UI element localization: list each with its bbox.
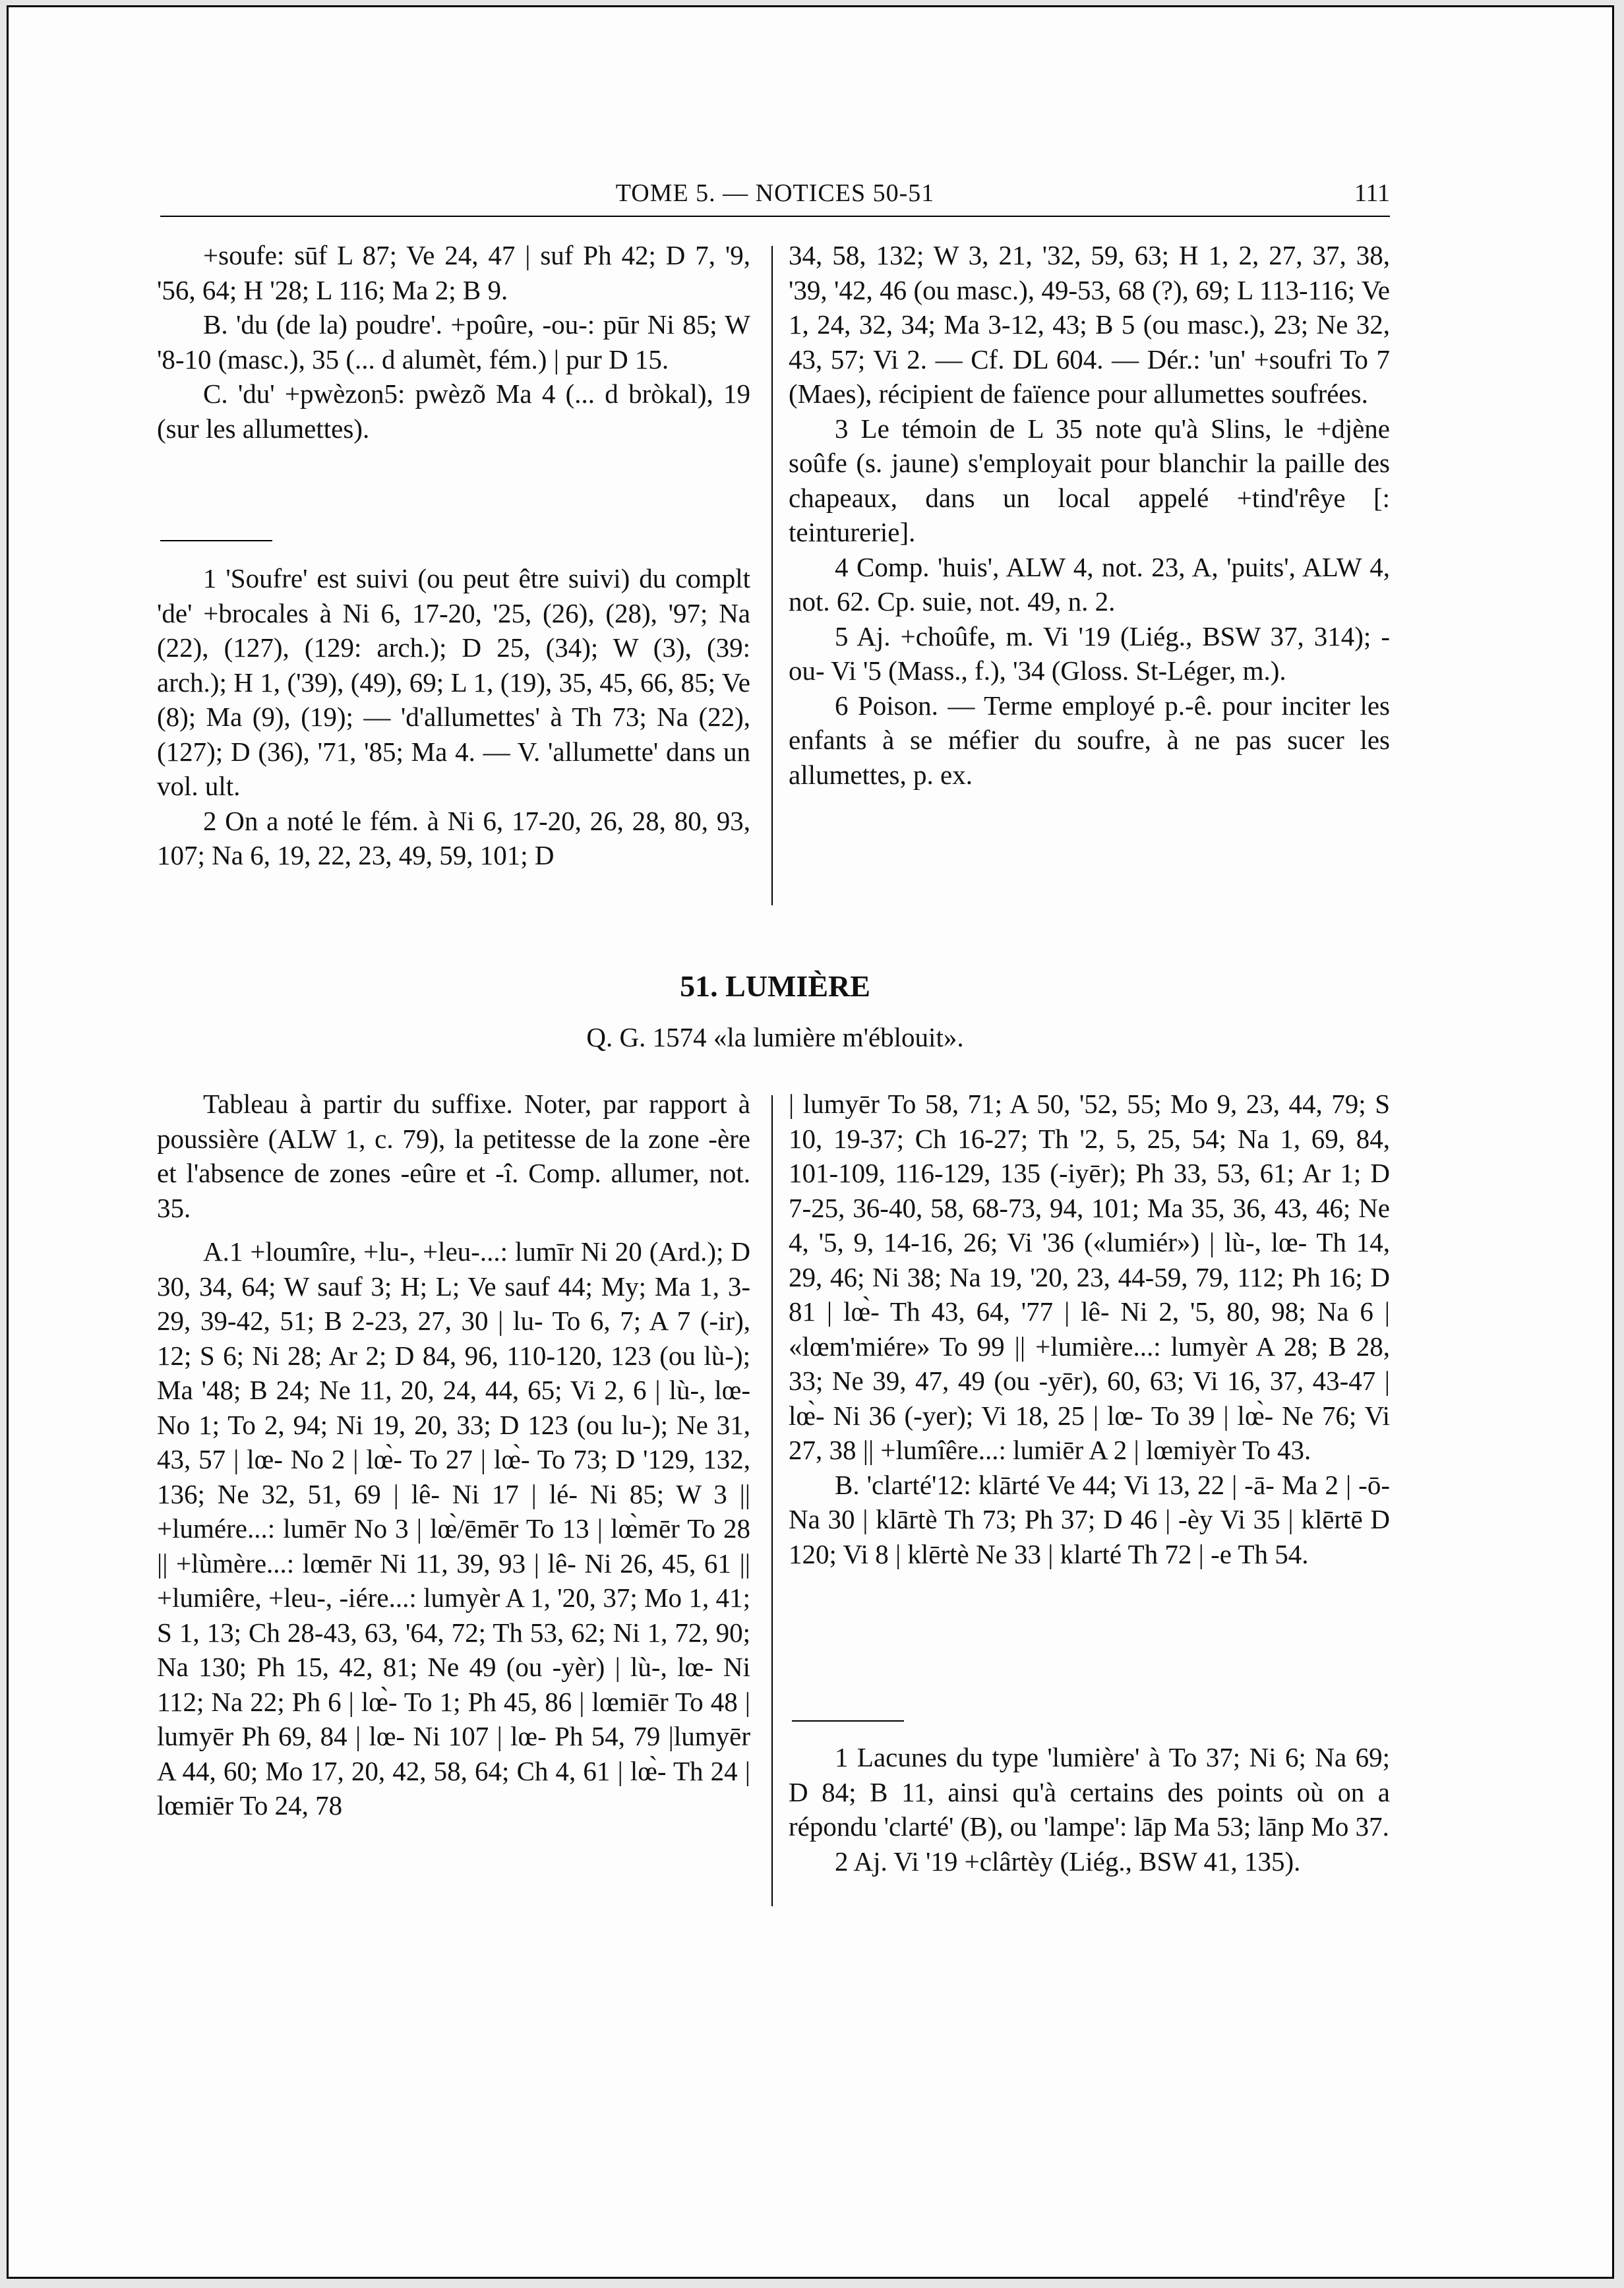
running-header [160, 173, 1390, 217]
running-title: TOME 5. — NOTICES 50-51 [615, 179, 935, 207]
upper-right-column [789, 238, 1390, 792]
paragraph-poudre: B. 'du (de la) poudre'. +poûre, -ou-: pūr Ni 85; W '8-10 (masc.), 35 (... d alumèt, fém.) | pur D 15. [157, 309, 750, 375]
footnote-3: 3 Le témoin de L 35 note qu'à Slins, le +djène soûfe (s. jaune) s'employait pour blanchir la paille des chapeaux, dans un local appelé +tind'rêye [: teinturerie]. [789, 413, 1390, 547]
page-number: 111 [1354, 179, 1390, 207]
paragraph-pwezon: C. 'du' +pwèzon5: pwèzõ Ma 4 (... d bròkal), 19 (sur les allumettes). [157, 378, 750, 444]
upper-left-footnotes [157, 561, 750, 873]
footnote-2: 2 On a noté le fém. à Ni 6, 17-20, 26, 28, 80, 93, 107; Na 6, 19, 22, 23, 49, 59, 101; D [157, 805, 750, 870]
column-divider-lower [771, 1095, 773, 1906]
footnote-6: 6 Poison. — Terme employé p.-ê. pour inciter les enfants à se méfier du soufre, à ne pas sucer les allumettes, p. ex. [789, 690, 1390, 790]
upper-left-column [157, 238, 750, 446]
page [7, 5, 1614, 2279]
footnote-5: 5 Aj. +choûfe, m. Vi '19 (Liég., BSW 37, 314); -ou- Vi '5 (Mass., f.), '34 (Gloss. St-Léger, m.). [789, 620, 1390, 686]
column-divider [771, 246, 773, 905]
footnote-lower-2: 2 Aj. Vi '19 +clârtèy (Liég., BSW 41, 135). [835, 1846, 1301, 1877]
footnote-1: 1 'Soufre' est suivi (ou peut être suivi) du complt 'de' +brocales à Ni 6, 17-20, '25, (26), (28), '97; Na (22), (127), (129: arch.); D 25, (34); W (3), (39: arch.); H 1, ('39), (49), 69; L 1, (19), 35, 45, 66, 85; Ve (8); Ma (9), (19); — 'd'allumettes' à Th 73; Na (22), (127); D (36), '71, '85; Ma 4. — V. 'allumette' dans un vol. ult. [157, 563, 750, 801]
type-a-paragraph: A.1 +loumîre, +lu-, +leu-...: lumīr Ni 20 (Ard.); D 30, 34, 64; W sauf 3; H; L; Ve sauf 44; My; Ma 1, 3-29, 39-42, 51; B 2-23, 27, 30 | lu- To 6, 7; A 7 (-ir), 12; S 6; Ni 28; Ar 2; D 84, 96, 110-120, 123 (ou lù-); Ma '48; B 24; Ne 11, 20, 24, 44, 65; Vi 2, 6 | lù-, lœ- No 1; To 2, 94; Ni 19, 20, 33; D 123 (ou lu-); Ne 31, 43, 57 | lœ- No 2 | lœ̀- To 27 | lœ̀- To 73; D '129, 132, 136; Ne 32, 51, 69 | lê- Ni 17 | lé- Ni 85; W 3 || +lumére...: lumēr No 3 | lœ̀/ēmēr To 13 | lœ̀mēr To 28 || +lùmère...: lœmēr Ni 11, 39, 93 | lê- Ni 26, 45, 61 || +lumiêre, +leu-, -iére...: lumyèr A 1, '20, 37; Mo 1, 41; S 1, 13; Ch 28-43, 63, '64, 72; Th 53, 62; Ni 1, 72, 90; Na 130; Ph 15, 42, 81; Ne 49 (ou -yèr) | lù-, lœ- Ni 112; Na 22; Ph 6 | lœ̀- To 1; Ph 45, 86 | lœmiēr To 48 | lumyēr Ph 69, 84 | lœ- Ni 107 | lœ- Ph 54, 79 |lumyēr A 44, 60; Mo 17, 20, 42, 58, 64; Ch 4, 61 | lœ̀- Th 24 | lœmiēr To 24, 78 [157, 1236, 750, 1821]
paragraph-soufe: +soufe: sūf L 87; Ve 24, 47 | suf Ph 42; D 7, '9, '56, 64; H '28; L 116; Ma 2; B 9. [157, 240, 750, 305]
footnote-4: 4 Comp. 'huis', ALW 4, not. 23, A, 'puits', ALW 4, not. 62. Cp. suie, not. 49, n. 2. [789, 551, 1390, 617]
footnote-separator [160, 540, 272, 541]
type-b-paragraph: B. 'clarté'12: klārté Ve 44; Vi 13, 22 | -ā- Ma 2 | -ō- Na 30 | klārtè Th 73; Ph 37; D 46 | -èy Vi 35 | klērtē D 120; Vi 8 | klērtè Ne 33 | klarté Th 72 | -e Th 54. [789, 1469, 1390, 1569]
paragraph-continuation: 34, 58, 132; W 3, 21, '32, 59, 63; H 1, 2, 27, 37, 38, '39, '42, 46 (ou masc.), 49-53, 68 (?), 69; L 113-116; Ve 1, 24, 32, 34; Ma 3-12, 43; B 5 (ou masc.), 23; Ne 32, 43, 57; Vi 2. — Cf. DL 604. — Dér.: 'un' +soufri To 7 (Maes), récipient de faïence pour allumettes soufrées. [789, 240, 1390, 409]
article-title: 51. LUMIÈRE [680, 969, 870, 1003]
footnote-separator-lower [792, 1720, 904, 1722]
type-a-continuation: | lumyēr To 58, 71; A 50, '52, 55; Mo 9, 23, 44, 79; S 10, 19-37; Ch 16-27; Th '2, 5, 25, 54; Na 1, 69, 84, 101-109, 116-129, 135 (-iyēr); Ph 33, 53, 61; Ar 1; D 7-25, 36-40, 58, 68-73, 94, 101; Ma 35, 36, 43, 46; Ne 4, '5, 9, 14-16, 26; Vi '36 («lumiér») | lù-, lœ- Th 14, 29, 46; Ni 38; Na 19, '20, 23, 44-59, 79, 112; Ph 16; D 81 | lœ̀- Th 43, 64, '77 | lê- Ni 2, '5, 80, 98; Na 6 | «lœm'miére» To 99 || +lumière...: lumyèr A 28; B 28, 33; Ne 39, 47, 49 (ou -yēr), 60, 63; Vi 16, 37, 43-47 | lœ̀- Ni 36 (-yer); Vi 18, 25 | lœ- To 39 | lœ̀- Ne 76; Vi 27, 38 || +lumîêre...: lumiēr A 2 | lœmiyèr To 43. [789, 1089, 1390, 1465]
lower-left-column [157, 1087, 750, 1823]
lower-right-column [789, 1087, 1390, 1571]
footnote-lower-1: 1 Lacunes du type 'lumière' à To 37; Ni 6; Na 69; D 84; B 11, ainsi qu'à certains des points où on a répondu 'clarté' (B), ou 'lampe': lāp Ma 53; lānp Mo 37. [789, 1742, 1390, 1842]
lower-right-footnotes [789, 1740, 1390, 1879]
intro-paragraph: Tableau à partir du suffixe. Noter, par rapport à poussière (ALW 1, c. 79), la petitesse de la zone -ère et l'absence de zones -eûre et -î. Comp. allumer, not. 35. [157, 1089, 750, 1223]
article-subtitle: Q. G. 1574 «la lumière m'éblouit». [586, 1022, 964, 1052]
